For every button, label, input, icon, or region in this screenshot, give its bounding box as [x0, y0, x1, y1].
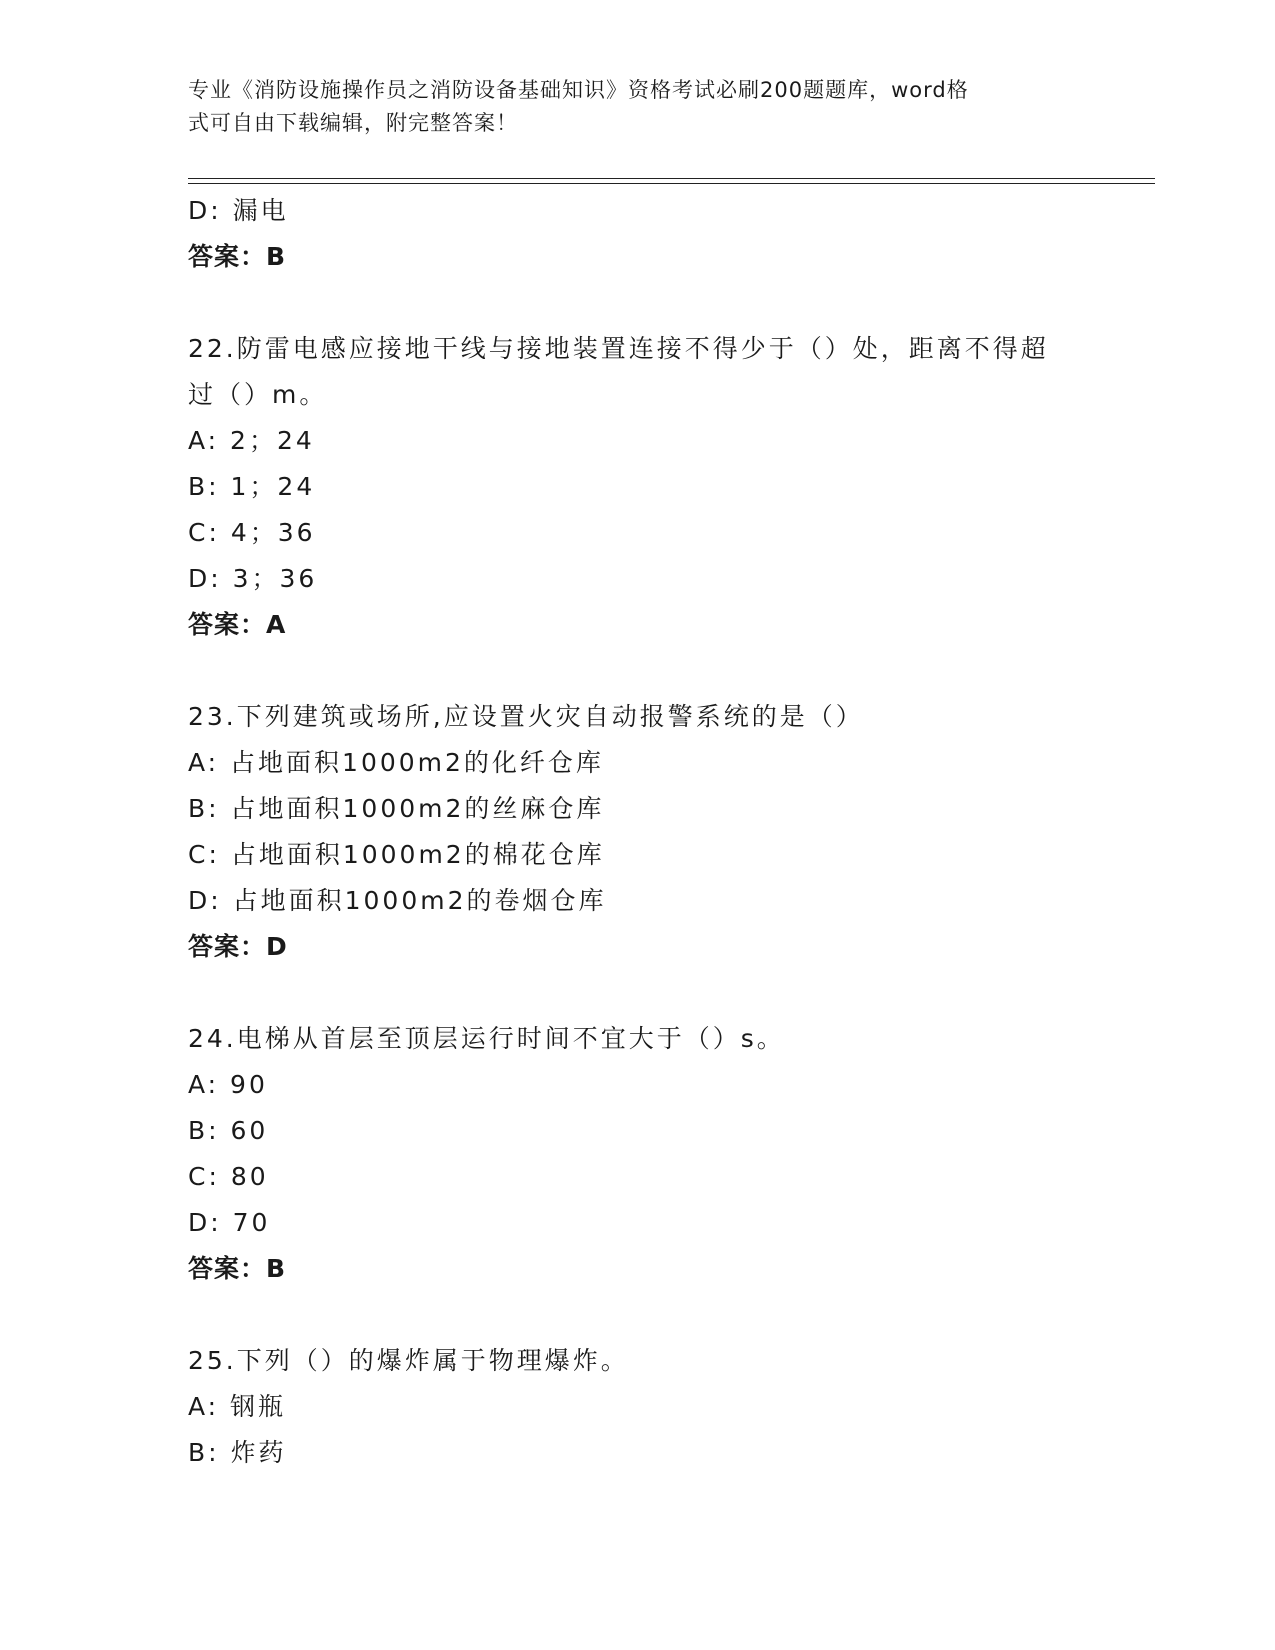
- header-divider-top: [188, 178, 1155, 179]
- header-line-2: 式可自由下载编辑，附完整答案！: [188, 111, 518, 135]
- option-b: B: 炸药: [188, 1438, 287, 1467]
- option-a: A: 90: [188, 1070, 268, 1099]
- option-c: C: 4；36: [188, 518, 316, 547]
- option-a: A: 2；24: [188, 426, 315, 455]
- question-stem-continued: 过（）m。: [188, 380, 328, 409]
- option-b: B: 60: [188, 1116, 269, 1145]
- question-22: [188, 326, 1118, 648]
- question-stem: 23.下列建筑或场所,应设置火灾自动报警系统的是（）: [188, 702, 864, 731]
- option-d: D: 3；36: [188, 564, 318, 593]
- question-24: [188, 1016, 1118, 1292]
- option-d: D: 占地面积1000m2的卷烟仓库: [188, 886, 607, 915]
- option-b: B: 1；24: [188, 472, 316, 501]
- question-stem: 24.电梯从首层至顶层运行时间不宜大于（）s。: [188, 1024, 785, 1053]
- answer: 答案：B: [188, 1254, 287, 1283]
- option-d: D: 70: [188, 1208, 271, 1237]
- option-c: C: 80: [188, 1162, 269, 1191]
- question-stem: 25.下列（）的爆炸属于物理爆炸。: [188, 1346, 629, 1375]
- option-a: A: 钢瓶: [188, 1392, 287, 1421]
- option-a: A: 占地面积1000m2的化纤仓库: [188, 748, 604, 777]
- option-c: C: 占地面积1000m2的棉花仓库: [188, 840, 605, 869]
- option-d: D: 漏电: [188, 196, 289, 225]
- question-23: [188, 694, 1118, 970]
- answer: 答案：D: [188, 932, 288, 961]
- option-b: B: 占地面积1000m2的丝麻仓库: [188, 794, 605, 823]
- answer: 答案：A: [188, 610, 287, 639]
- header-divider-bottom: [188, 183, 1155, 184]
- answer: 答案：B: [188, 242, 287, 271]
- header-line-1: 专业《消防设施操作员之消防设备基础知识》资格考试必刷200题题库，word格: [188, 78, 969, 102]
- document-header: [188, 74, 1068, 140]
- question-stem: 22.防雷电感应接地干线与接地装置连接不得少于（）处，距离不得超: [188, 334, 1049, 363]
- document-body: [188, 188, 1118, 1476]
- question-21-tail: [188, 188, 1118, 280]
- question-25: [188, 1338, 1118, 1476]
